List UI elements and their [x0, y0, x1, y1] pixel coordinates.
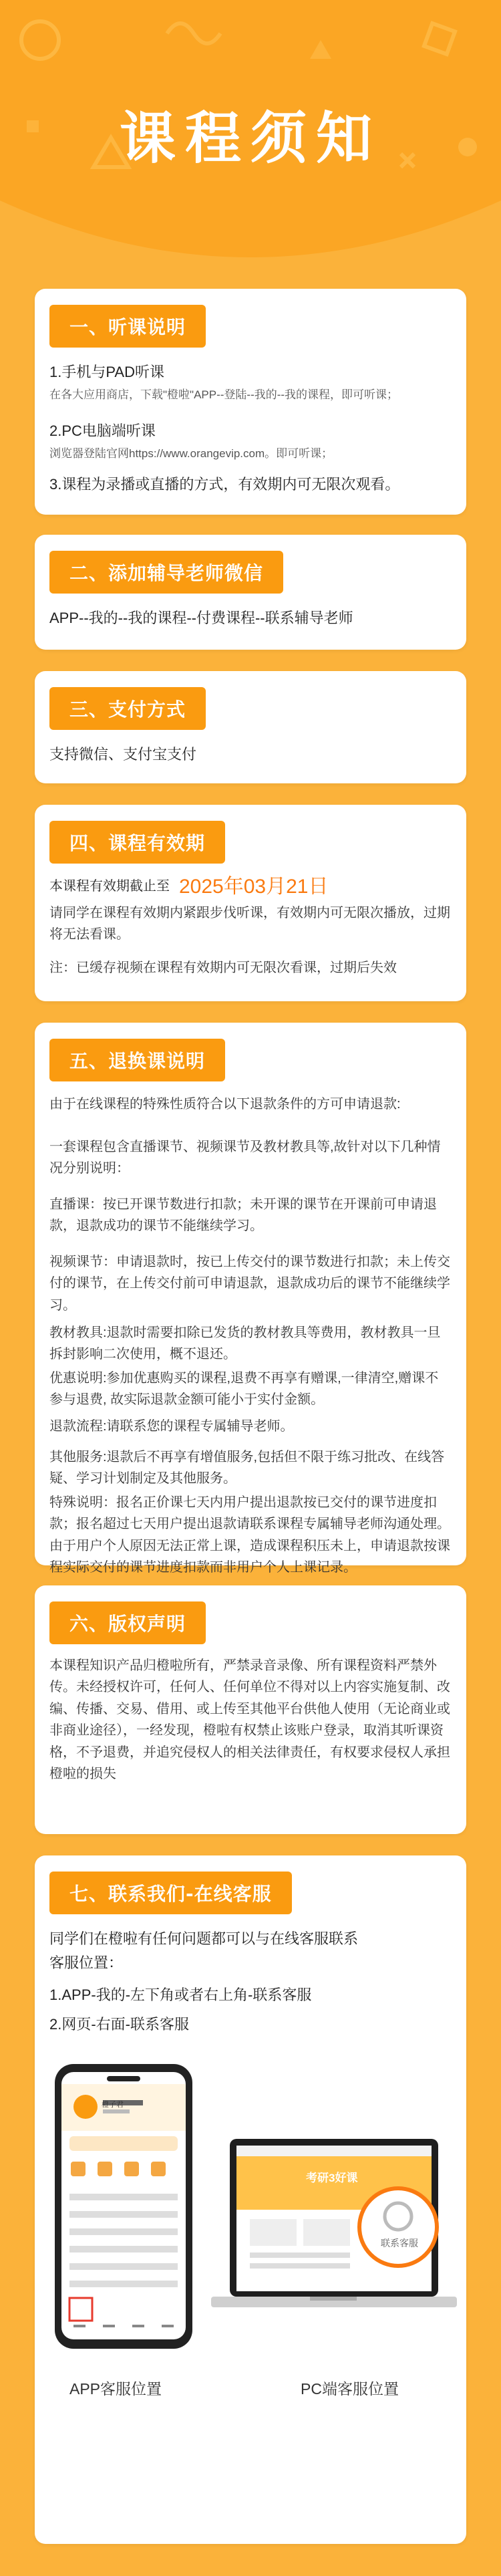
pc-caption: PC端客服位置: [301, 2380, 399, 2398]
item-note: 3.课程为录播或直播的方式，有效期内可无限次观看。: [49, 476, 400, 493]
validity-label: 本课程有效期截止至: [49, 878, 170, 894]
refund-para: 由于在线课程的特殊性质符合以下退款条件的方可申请退款:: [49, 1097, 401, 1112]
page-title: 课程须知: [119, 106, 381, 171]
refund-para: 视频课节：申请退款时，按已上传交付的课节数进行扣款；未上传交付的课节，在上传交付前可申请退款，退款成功后的课节不能继续学习。: [49, 1255, 450, 1313]
copyright-text: 本课程知识产品归橙啦所有，严禁录音录像、所有课程资料严禁外传。未经授权许可，任何人、任何单位不得对以上内容实施复制、改编、传播、交易、借用、或上传至其他平台供他人使用（无论商业或非商业途径），一经发现，橙啦有权禁止该账户登录，取消其听课资格，不予退费，并追究侵权人的相关法律责任，有权要求侵权人承担橙啦的损失: [49, 1658, 450, 1781]
refund-para: 其他服务:退款后不再享有增值服务,包括但不限于练习批改、在线答疑、学习计划制定及其他服务。: [49, 1450, 445, 1487]
item-desc: 在各大应用商店，下载"橙啦"APP--登陆--我的--我的课程，即可听课；: [49, 388, 399, 401]
pc-service-button[interactable]: 联系客服: [381, 2238, 418, 2248]
refund-para: 教材教具:退款时需要扣除已发货的教材教具等费用，教材教具一旦拆封影响二次使用，概不退还。: [49, 1325, 441, 1362]
section-payment: [35, 671, 466, 783]
refund-para: 特殊说明：报名正价课七天内用户提出退款按已交付的课节进度扣款；报名超过七天用户提出退款请联系课程专属辅导老师沟通处理。由于用户个人原因无法正常上课，造成课程积压未上，申请退款按课程实际交付的课节进度扣款而非用户个人上课记录。: [49, 1495, 450, 1575]
section-badge: 一、听课说明: [49, 305, 206, 348]
refund-para: 直播课：按已开课节数进行扣款；未开课的课节在开课前可申请退款，退款成功的课节不能继续学习。: [49, 1197, 437, 1234]
contact-para: 1.APP-我的-左下角或者右上角-联系客服: [49, 1986, 312, 2003]
contact-para: 2.网页-右面-联系客服: [49, 2016, 190, 2033]
section-badge: 四、课程有效期: [49, 821, 225, 864]
app-caption: APP客服位置: [69, 2380, 162, 2398]
section-copyright: [35, 1585, 466, 1834]
section-wechat: [35, 535, 466, 650]
pc-banner: 考研3好课: [306, 2172, 358, 2184]
hero-banner: [0, 0, 501, 294]
contact-para: 同学们在橙啦有任何问题都可以与在线客服联系: [49, 1930, 359, 1947]
section-refund: [35, 1023, 466, 1575]
refund-para: 优惠说明:参加优惠购买的课程,退费不再享有赠课,一律清空,赠课不参与退费, 故实际退款金额可能小于实付金额。: [49, 1371, 439, 1408]
section-listening: [35, 289, 466, 515]
section-text: 支持微信、支付宝支付: [49, 746, 197, 763]
refund-para: 一套课程包含直播课节、视频课节及教材教具等,故针对以下几种情况分别说明：: [49, 1140, 441, 1176]
section-contact: [35, 1855, 466, 2544]
section-badge: 三、支付方式: [49, 687, 206, 730]
validity-row: [49, 872, 450, 902]
item-desc: 浏览器登陆官网https://www.orangevip.com。即可听课；: [49, 447, 333, 460]
app-screenshot: [53, 2063, 194, 2350]
section-badge: 二、添加辅导老师微信: [49, 551, 283, 594]
pc-screenshot: [210, 2136, 458, 2337]
section-text: APP--我的--我的课程--付费课程--联系辅导老师: [49, 610, 353, 626]
expiry-date: 2025年03月21日: [179, 876, 329, 898]
refund-para: 退款流程:请联系您的课程专属辅导老师。: [49, 1419, 294, 1434]
contact-para: 客服位置：: [49, 1954, 124, 1971]
section-badge: 七、联系我们-在线客服: [49, 1872, 292, 1914]
validity-note: 注：已缓存视频在课程有效期内可无限次看课，过期后失效: [49, 960, 397, 975]
section-badge: 六、版权声明: [49, 1601, 206, 1644]
section-badge: 五、退换课说明: [49, 1039, 225, 1081]
app-username: 橙子君: [102, 2101, 124, 2109]
section-validity: [35, 805, 466, 1001]
item-title: 1.手机与PAD听课: [49, 364, 164, 380]
validity-desc: 请同学在课程有效期内紧跟步伐听课，有效期内可无限次播放，过期将无法看课。: [49, 906, 450, 942]
item-title: 2.PC电脑端听课: [49, 422, 156, 439]
